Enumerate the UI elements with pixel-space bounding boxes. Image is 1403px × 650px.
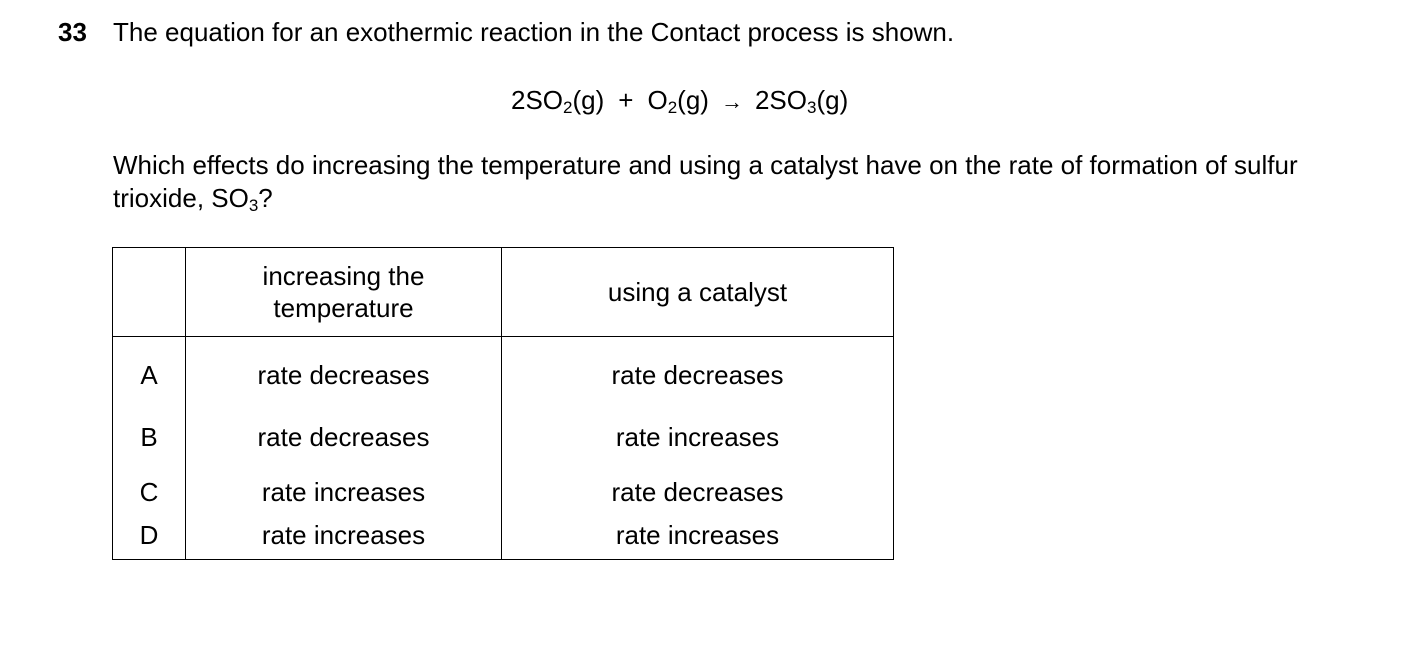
option-letter: C <box>113 464 186 519</box>
option-row-a[interactable] <box>113 337 894 410</box>
option-letter: D <box>113 519 186 560</box>
options-table <box>112 247 894 560</box>
reaction-arrow: → <box>720 89 743 114</box>
temperature-effect: rate decreases <box>186 337 502 410</box>
plus-sign: + <box>618 85 634 115</box>
temperature-effect: rate increases <box>186 464 502 519</box>
catalyst-effect: rate decreases <box>502 464 894 519</box>
header-catalyst: using a catalyst <box>502 248 894 337</box>
temperature-effect: rate increases <box>186 519 502 560</box>
chemical-equation <box>511 84 848 118</box>
reactant-2: $O_2(g)$ <box>647 85 709 117</box>
option-row-c[interactable] <box>113 464 894 519</box>
catalyst-effect: rate increases <box>502 409 894 464</box>
temperature-effect: rate decreases <box>186 409 502 464</box>
question-stem: Which effects do increasing the temperature and using a catalyst have on the rate of formation of sulfur trioxide, $SO_3$? <box>113 150 1298 215</box>
header-blank <box>113 248 186 337</box>
option-letter: A <box>113 337 186 410</box>
header-temperature: increasing the temperature <box>186 248 502 337</box>
option-letter: B <box>113 409 186 464</box>
reactant-1: $2SO_2(g)$ <box>511 85 605 117</box>
product: $2SO_3(g)$ <box>754 85 849 117</box>
question-intro: The equation for an exothermic reaction in the Contact process is shown. <box>113 17 955 47</box>
option-row-b[interactable] <box>113 409 894 464</box>
catalyst-effect: rate decreases <box>502 337 894 410</box>
table-header-row <box>113 248 894 337</box>
question-number: 33 <box>58 17 87 47</box>
option-row-d[interactable] <box>113 519 894 560</box>
catalyst-effect: rate increases <box>502 519 894 560</box>
